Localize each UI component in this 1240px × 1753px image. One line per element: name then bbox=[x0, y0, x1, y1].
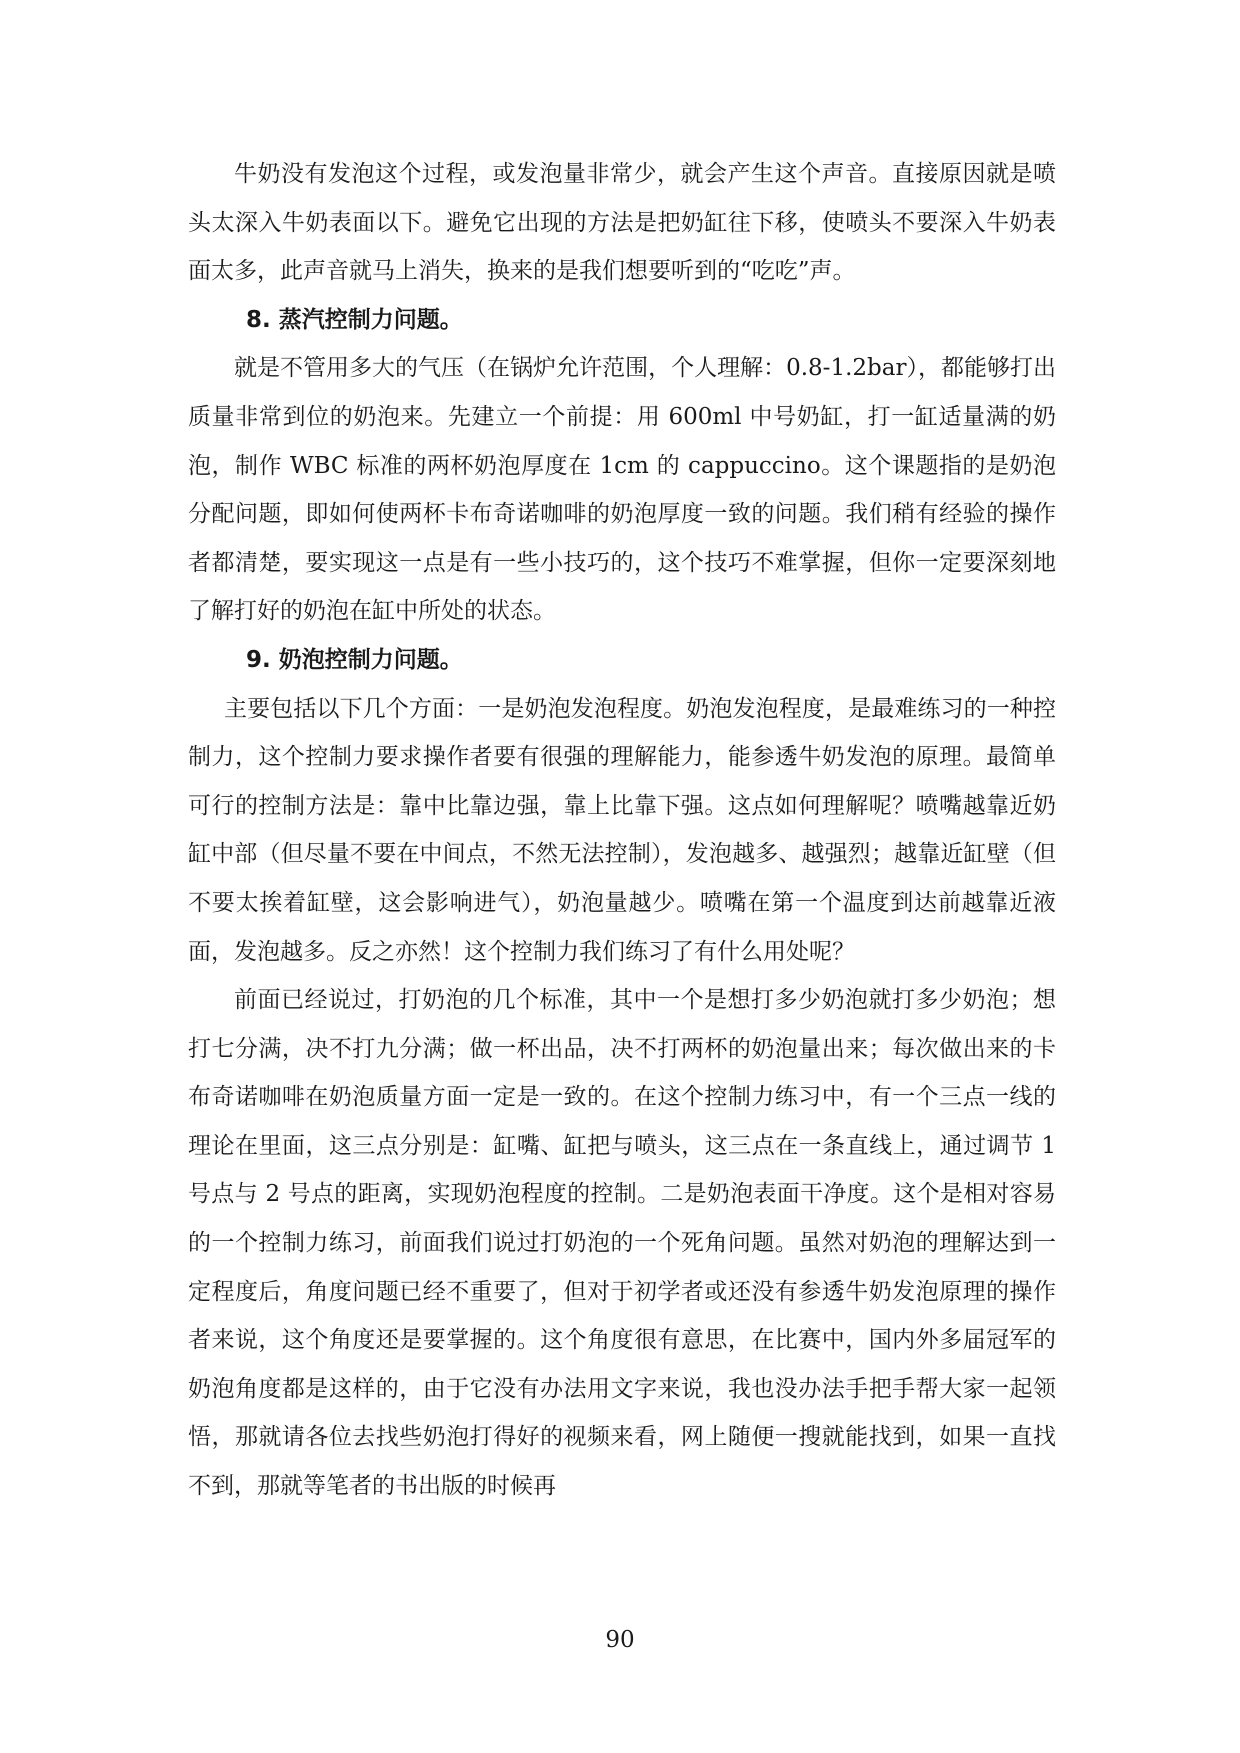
heading-steam-control: 8. 蒸汽控制力问题。 bbox=[246, 306, 463, 333]
paragraph-foam-control: 主要包括以下几个方面：一是奶泡发泡程度。奶泡发泡程度，是最难练习的一种控制力，这个控制力要求操作者要有很强的理解能力，能参透牛奶发泡的原理。最简单可行的控制方法是：靠中比靠边强，靠上比靠下强。这点如何理解呢？喷嘴越靠近奶缸中部（但尽量不要在中间点，不然无法控制），发泡越多、越强烈；越靠近缸壁（但不要太挨着缸壁，这会影响进气），奶泡量越少。喷嘴在第一个温度到达前越靠近液面，发泡越多。反之亦然！这个控制力我们练习了有什么用处呢？ bbox=[188, 695, 1056, 965]
page-body bbox=[188, 150, 1056, 1511]
heading-foam-control: 9. 奶泡控制力问题。 bbox=[246, 646, 463, 673]
paragraph-milk-sound: 牛奶没有发泡这个过程，或发泡量非常少，就会产生这个声音。直接原因就是喷头太深入牛奶表面以下。避免它出现的方法是把奶缸往下移，使喷头不要深入牛奶表面太多，此声音就马上消失，换来的是我们想要听到的“吃吃”声。 bbox=[188, 161, 1056, 285]
paragraph-foam-standards: 前面已经说过，打奶泡的几个标准，其中一个是想打多少奶泡就打多少奶泡；想打七分满，决不打九分满；做一杯出品，决不打两杯的奶泡量出来；每次做出来的卡布奇诺咖啡在奶泡质量方面一定是一致的。在这个控制力练习中，有一个三点一线的理论在里面，这三点分别是：缸嘴、缸把与喷头，这三点在一条直线上，通过调节 1 号点与 2 号点的距离，实现奶泡程度的控制。二是奶泡表面干净度。这个是相对容易的一个控制力练习，前面我们说过打奶泡的一个死角问题。虽然对奶泡的理解达到一定程度后，角度问题已经不重要了，但对于初学者或还没有参透牛奶发泡原理的操作者来说，这个角度还是要掌握的。这个角度很有意思，在比赛中，国内外多届冠军的奶泡角度都是这样的，由于它没有办法用文字来说，我也没办法手把手帮大家一起领悟，那就请各位去找些奶泡打得好的视频来看，网上随便一搜就能找到，如果一直找不到，那就等笔者的书出版的时候再 bbox=[188, 987, 1056, 1500]
paragraph-steam-control: 就是不管用多大的气压（在锅炉允许范围，个人理解：0.8-1.2bar），都能够打出质量非常到位的奶泡来。先建立一个前提：用 600ml 中号奶缸，打一缸适量满的奶泡，制作 WBC 标准的两杯奶泡厚度在 1cm 的 cappuccino。这个课题指的是奶泡分配问题，即如何使两杯卡布奇诺咖啡的奶泡厚度一致的问题。我们稍有经验的操作者都清楚，要实现这一点是有一些小技巧的，这个技巧不难掌握，但你一定要深刻地了解打好的奶泡在缸中所处的状态。 bbox=[188, 355, 1056, 625]
page-number: 90 bbox=[605, 1627, 635, 1653]
